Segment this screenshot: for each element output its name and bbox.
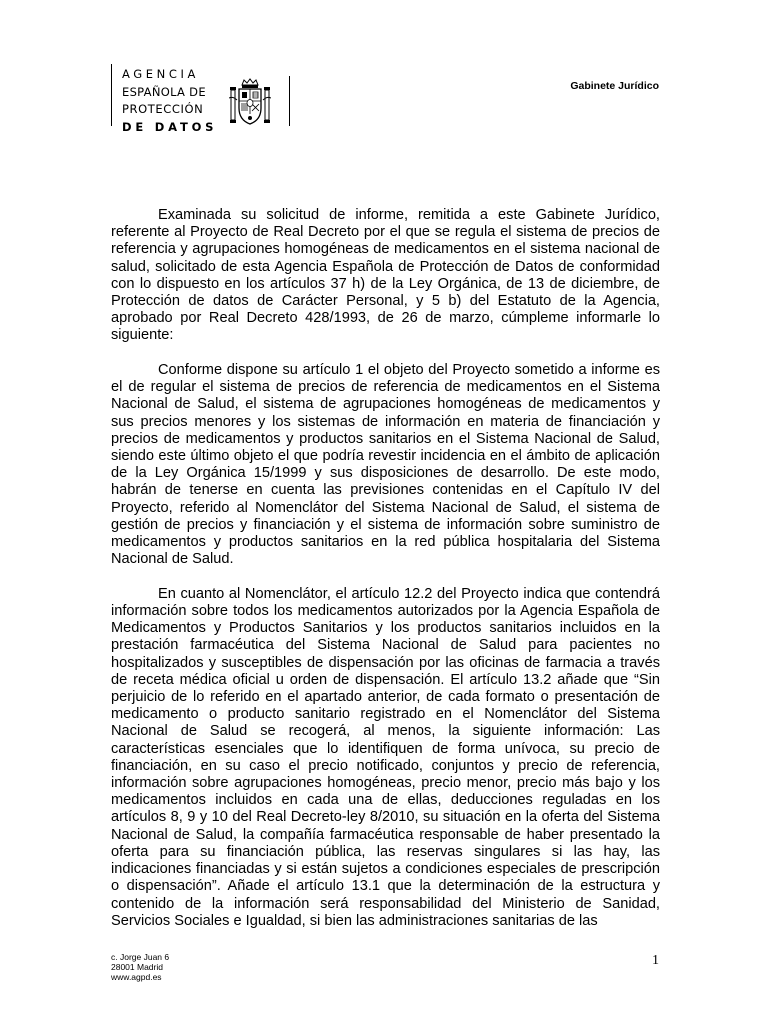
body-paragraph-1: Examinada su solicitud de informe, remitida a este Gabinete Jurídico, referente al Proyecto de Real Decreto por el que se regula el sistema de precios de referencia y agrupaciones homogéneas de medicamentos en el sistema nacional de salud, solicitado de esta Agencia Española de Protección de Datos de conformidad con lo dispuesto en los artículos 37 h) de la Ley Orgánica, de 13 de diciembre, de Protección de datos de Carácter Personal, y 5 b) del Estatuto de la Agencia, aprobado por Real Decreto 428/1993, de 26 de marzo, cúmpleme informarle lo siguiente: — [111, 207, 660, 344]
logo-line-agencia: AGENCIA — [122, 67, 199, 81]
body-paragraph-2: Conforme dispone su artículo 1 el objeto del Proyecto sometido a informe es el de regular el sistema de precios de referencia de medicamentos en el Sistema Nacional de Salud, el sistema de agrupaciones homogéneas de medicamentos y sus precios menores y los sistemas de información en materia de financiación y precios de medicamentos y productos sanitarios en el Sistema Nacional de Salud, siendo este último objeto el que podría revestir incidencia en el ámbito de aplicación de la Ley Orgánica 15/1999 y sus disposiciones de desarrollo. De este modo, habrán de tenerse en cuenta las previsiones contenidas en el Capítulo IV del Proyecto, referido al Nomenclátor del Sistema Nacional de Salud, el sistema de gestión de precios y financiación y el sistema de información sobre suministro de medicamentos y productos sanitarios en la red pública hospitalaria del Sistema Nacional de Salud. — [111, 362, 660, 568]
page-number: 1 — [652, 953, 659, 968]
logo-divider-right — [289, 76, 290, 126]
logo-line-datos: DE DATOS — [122, 119, 218, 134]
footer-address — [111, 952, 169, 983]
footer-street: c. Jorge Juan 6 — [111, 952, 170, 962]
department-label: Gabinete Jurídico — [570, 80, 659, 92]
body-paragraph-3: En cuanto al Nomenclátor, el artículo 12.2 del Proyecto indica que contendrá información sobre todos los medicamentos autorizados por la Agencia Española de Medicamentos y Productos Sanitarios y los productos sanitarios incluidos en la prestación farmacéutica del Sistema Nacional de Salud para pacientes no hospitalizados y susceptibles de dispensación por las oficinas de farmacia a través de receta médica oficial u orden de dispensación. El artículo 13.2 añade que “Sin perjuicio de lo referido en el apartado anterior, de cada formato o presentación de medicamento o producto sanitario registrado en el Nomenclátor del Sistema Nacional de Salud se recogerá, al menos, la siguiente información: Las características esenciales que lo identifiquen de forma unívoca, su precio de financiación, en su caso el precio notificado, conjuntos y precio de referencia, información sobre agrupaciones homogéneas, precio menor, precio más bajo y los medicamentos incluidos en cada una de ellas, deducciones reguladas en los artículos 8, 9 y 10 del Real Decreto-ley 8/2010, su situación en la oferta del Sistema Nacional de Salud, la compañía farmacéutica responsable de haber presentado la oferta para su financiación pública, las reservas singulares si las hay, las indicaciones financiadas y si están sujetos a condiciones especiales de prescripción o dispensación”. Añade el artículo 13.1 que la determinación de la estructura y contenido de la información será responsabilidad del Ministerio de Sanidad, Servicios Sociales e Igualdad, si bien las administraciones sanitarias de las — [111, 585, 660, 929]
document-body — [111, 207, 660, 947]
logo-line-proteccion: PROTECCIÓN — [122, 102, 204, 116]
agency-logo — [122, 66, 217, 136]
footer-city: 28001 Madrid — [111, 962, 163, 973]
spanish-coat-of-arms-icon — [229, 78, 271, 126]
footer-website: www.agpd.es — [111, 972, 162, 983]
logo-line-espanola: ESPAÑOLA DE — [122, 84, 206, 99]
logo-divider-left — [111, 64, 112, 126]
